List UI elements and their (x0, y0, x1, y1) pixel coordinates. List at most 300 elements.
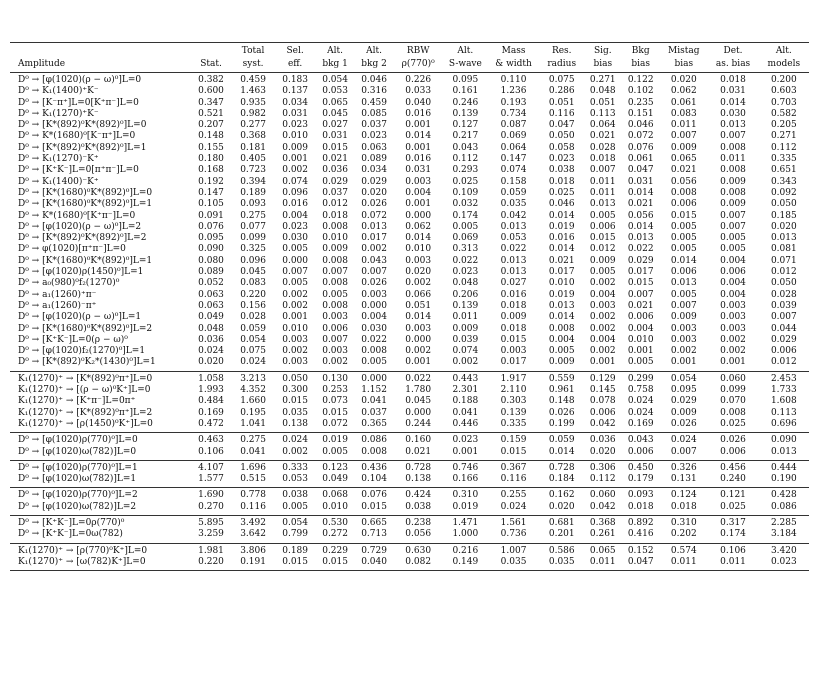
value-cell: 0.030 (361, 323, 387, 334)
value-cell: 0.083 (240, 278, 266, 289)
value-cell: 0.060 (720, 373, 746, 384)
value-cell: 0.368 (240, 131, 266, 142)
value-cell: 0.002 (589, 312, 616, 323)
table-row (10, 433, 809, 447)
value-cell: 0.603 (770, 86, 797, 97)
value-cell: 0.220 (198, 556, 224, 567)
table-row (10, 324, 809, 335)
row-group (10, 73, 809, 372)
value-cell: 0.017 (548, 267, 575, 278)
table-row (10, 120, 809, 131)
amplitude-cell: D⁰ → φ(1020)[π⁺π⁻]L=0 (18, 244, 126, 255)
value-cell: 0.009 (670, 142, 697, 153)
table-row (10, 460, 809, 474)
value-cell: 0.058 (548, 142, 575, 153)
value-cell: 0.051 (548, 97, 575, 108)
value-cell: 0.004 (720, 255, 746, 266)
value-cell: 0.005 (720, 233, 746, 244)
amplitude-cell: D⁰ → [φ(1020)f₂(1270)⁰]L=1 (18, 346, 146, 357)
value-cell: 0.023 (282, 120, 308, 131)
value-cell: 0.013 (770, 446, 797, 457)
value-cell: 0.110 (500, 75, 527, 85)
value-cell: 0.729 (361, 545, 387, 556)
value-cell: 1.577 (198, 474, 224, 485)
value-cell: 0.002 (405, 278, 432, 289)
value-cell: 0.050 (770, 278, 797, 289)
value-cell: 0.003 (720, 323, 746, 334)
value-cell: 0.045 (240, 267, 266, 278)
value-cell: 0.106 (198, 446, 224, 457)
value-cell: 0.075 (240, 346, 266, 357)
value-cell: 0.000 (361, 373, 387, 384)
value-cell: 0.160 (405, 435, 432, 446)
value-cell: 0.065 (670, 154, 697, 165)
value-cell: 0.681 (548, 517, 575, 528)
value-cell: 0.043 (452, 142, 479, 153)
value-cell: 0.007 (322, 267, 348, 278)
value-cell: 3.184 (770, 529, 797, 540)
value-cell: 0.220 (240, 289, 266, 300)
header-bkg-bias: Bkg bias (631, 46, 651, 69)
value-cell: 0.007 (670, 300, 697, 311)
value-cell: 0.015 (361, 501, 387, 512)
value-cell: 0.005 (670, 233, 697, 244)
value-cell: 0.008 (322, 221, 348, 232)
value-cell: 0.002 (720, 346, 746, 357)
value-cell: 0.892 (627, 517, 654, 528)
value-cell: 0.017 (627, 267, 654, 278)
value-cell: 0.123 (322, 462, 348, 473)
table-row (10, 515, 809, 529)
value-cell: 0.205 (770, 120, 797, 131)
value-cell: 0.002 (282, 446, 308, 457)
value-cell: 0.003 (361, 289, 387, 300)
table-row (10, 177, 809, 188)
value-cell: 0.018 (548, 176, 575, 187)
value-cell: 0.174 (720, 529, 746, 540)
value-cell: 0.059 (548, 435, 575, 446)
value-cell: 0.446 (452, 418, 479, 429)
value-cell: 3.259 (198, 529, 224, 540)
value-cell: 0.059 (240, 323, 266, 334)
value-cell: 0.316 (361, 86, 387, 97)
value-cell: 0.026 (361, 199, 387, 210)
value-cell: 0.007 (670, 446, 697, 457)
value-cell: 0.450 (627, 462, 654, 473)
value-cell: 0.026 (361, 278, 387, 289)
value-cell: 2.301 (452, 385, 479, 396)
value-cell: 1.152 (361, 385, 387, 396)
value-cell: 0.024 (627, 396, 654, 407)
amplitude-cell: D⁰ → [φ(1020)ω(782)]L=2 (18, 501, 137, 512)
value-cell: 0.075 (548, 75, 575, 85)
value-cell: 0.139 (452, 300, 479, 311)
value-cell: 0.035 (548, 556, 575, 567)
value-cell: 3.420 (770, 545, 797, 556)
value-cell: 0.180 (198, 154, 224, 165)
value-cell: 0.734 (500, 108, 527, 119)
value-cell: 0.271 (589, 75, 616, 85)
value-cell: 0.004 (627, 323, 654, 334)
value-cell: 0.023 (452, 435, 479, 446)
value-cell: 0.335 (500, 418, 527, 429)
value-cell: 0.014 (720, 97, 746, 108)
value-cell: 0.005 (670, 221, 697, 232)
value-cell: 0.183 (282, 75, 308, 85)
value-cell: 0.436 (361, 462, 387, 473)
value-cell: 0.001 (282, 154, 308, 165)
value-cell: 0.037 (322, 187, 348, 198)
value-cell: 0.271 (770, 131, 797, 142)
value-cell: 0.013 (670, 278, 697, 289)
table-row (10, 233, 809, 244)
value-cell: 0.017 (361, 233, 387, 244)
value-cell: 0.728 (548, 462, 575, 473)
value-cell: 0.042 (500, 210, 527, 221)
value-cell: 0.010 (282, 323, 308, 334)
value-cell: 0.000 (282, 255, 308, 266)
value-cell: 0.021 (405, 446, 432, 457)
value-cell: 0.121 (720, 490, 746, 501)
value-cell: 0.065 (589, 545, 616, 556)
value-cell: 0.009 (322, 244, 348, 255)
value-cell: 0.559 (548, 373, 575, 384)
value-cell: 0.093 (240, 199, 266, 210)
value-cell: 0.253 (322, 385, 348, 396)
value-cell: 0.313 (452, 244, 479, 255)
value-cell: 0.011 (720, 154, 746, 165)
value-cell: 0.013 (500, 255, 527, 266)
value-cell: 0.122 (627, 75, 654, 85)
value-cell: 0.080 (198, 255, 224, 266)
value-cell: 0.043 (627, 435, 654, 446)
value-cell: 0.061 (627, 154, 654, 165)
amplitude-cell: D⁰ → [φ(1020)ρ(1450)⁰]L=1 (18, 267, 144, 278)
value-cell: 0.024 (282, 435, 308, 446)
header-row (10, 43, 809, 73)
value-cell: 0.192 (198, 176, 224, 187)
value-cell: 0.048 (589, 86, 616, 97)
value-cell: 0.229 (322, 545, 348, 556)
value-cell: 0.011 (670, 556, 697, 567)
amplitude-cell: D⁰ → [K*(892)⁰K̄*(892)⁰]L=2 (18, 233, 147, 244)
amplitude-cell: K₁(1270)⁺ → [(ρ − ω)⁰K⁺]L=0 (18, 385, 151, 396)
value-cell: 0.002 (720, 334, 746, 345)
amplitude-cell: D⁰ → K₁(1400)⁺K⁻ (18, 86, 99, 97)
value-cell: 0.031 (322, 131, 348, 142)
value-cell: 2.110 (500, 385, 527, 396)
amplitude-cell: D⁰ → K̄*(1680)⁰[K⁺π⁻]L=0 (18, 210, 136, 221)
value-cell: 0.016 (405, 108, 432, 119)
value-cell: 0.099 (240, 233, 266, 244)
value-cell: 4.107 (198, 462, 224, 473)
value-cell: 0.428 (770, 490, 797, 501)
value-cell: 0.027 (322, 120, 348, 131)
value-cell: 0.003 (670, 323, 697, 334)
value-cell: 0.064 (589, 120, 616, 131)
value-cell: 0.034 (282, 97, 308, 108)
value-cell: 0.004 (548, 334, 575, 345)
value-cell: 0.006 (322, 323, 348, 334)
value-cell: 0.024 (500, 501, 527, 512)
value-cell: 0.003 (322, 346, 348, 357)
value-cell: 0.696 (770, 418, 797, 429)
table-row (10, 488, 809, 502)
systematic-uncertainty-table (10, 42, 809, 571)
value-cell: 0.124 (670, 490, 697, 501)
value-cell: 0.095 (198, 233, 224, 244)
value-cell: 0.022 (452, 255, 479, 266)
value-cell: 0.006 (670, 199, 697, 210)
header-alt-s-wave: Alt. S-wave (448, 46, 482, 69)
value-cell: 0.270 (198, 501, 224, 512)
value-cell: 0.024 (627, 407, 654, 418)
value-cell: 0.063 (198, 289, 224, 300)
value-cell: 0.004 (589, 289, 616, 300)
value-cell: 0.006 (670, 267, 697, 278)
value-cell: 0.012 (322, 199, 348, 210)
value-cell: 0.004 (589, 334, 616, 345)
value-cell: 0.137 (282, 86, 308, 97)
value-cell: 0.020 (548, 501, 575, 512)
value-cell: 0.049 (198, 312, 224, 323)
value-cell: 0.016 (500, 289, 527, 300)
value-cell: 0.004 (720, 278, 746, 289)
value-cell: 0.019 (548, 289, 575, 300)
value-cell: 0.022 (627, 244, 654, 255)
value-cell: 0.040 (361, 556, 387, 567)
value-cell: 0.045 (322, 108, 348, 119)
value-cell: 0.036 (589, 435, 616, 446)
value-cell: 1.471 (452, 517, 479, 528)
table-row (10, 357, 809, 371)
amplitude-cell: K₁(1270)⁺ → [K*(892)⁰π⁺]L=0 (18, 373, 153, 384)
value-cell: 0.515 (240, 474, 266, 485)
value-cell: 0.014 (548, 210, 575, 221)
value-cell: 0.019 (452, 501, 479, 512)
value-cell: 0.277 (240, 120, 266, 131)
value-cell: 0.151 (627, 108, 654, 119)
value-cell: 0.076 (627, 142, 654, 153)
value-cell: 0.013 (500, 267, 527, 278)
value-cell: 0.095 (452, 75, 479, 85)
value-cell: 0.065 (322, 97, 348, 108)
amplitude-cell: D⁰ → [K*(892)⁰K̄₂*(1430)⁰]L=1 (18, 357, 156, 368)
value-cell: 0.074 (452, 346, 479, 357)
value-cell: 0.068 (322, 490, 348, 501)
value-cell: 0.003 (282, 357, 308, 368)
value-cell: 1.561 (500, 517, 527, 528)
value-cell: 1.690 (198, 490, 224, 501)
value-cell: 0.009 (720, 176, 746, 187)
value-cell: 0.006 (770, 346, 797, 357)
value-cell: 0.130 (322, 373, 348, 384)
value-cell: 0.011 (720, 556, 746, 567)
value-cell: 0.071 (770, 255, 797, 266)
value-cell: 0.003 (405, 176, 432, 187)
value-cell: 0.016 (282, 199, 308, 210)
value-cell: 0.081 (770, 244, 797, 255)
value-cell: 0.002 (282, 165, 308, 176)
value-cell: 0.405 (240, 154, 266, 165)
value-cell: 0.159 (500, 435, 527, 446)
value-cell: 0.082 (405, 556, 432, 567)
value-cell: 0.029 (322, 176, 348, 187)
value-cell: 0.156 (240, 300, 266, 311)
value-cell: 0.035 (500, 199, 527, 210)
value-cell: 0.073 (322, 396, 348, 407)
value-cell: 0.028 (589, 142, 616, 153)
value-cell: 2.453 (770, 373, 797, 384)
value-cell: 0.472 (198, 418, 224, 429)
value-cell: 0.021 (670, 165, 697, 176)
value-cell: 0.116 (240, 501, 266, 512)
amplitude-cell: D⁰ → [K*(892)⁰K̄*(892)⁰]L=1 (18, 142, 147, 153)
value-cell: 0.007 (720, 210, 746, 221)
value-cell: 0.089 (198, 267, 224, 278)
value-cell: 0.010 (322, 233, 348, 244)
value-cell: 0.001 (589, 357, 616, 368)
table-row (10, 312, 809, 323)
value-cell: 0.162 (548, 490, 575, 501)
table-row (10, 154, 809, 165)
value-cell: 0.728 (405, 462, 432, 473)
amplitude-cell: D⁰ → a₁(1260)⁺π⁻ (18, 289, 97, 300)
value-cell: 0.083 (670, 108, 697, 119)
value-cell: 0.013 (500, 221, 527, 232)
value-cell: 0.168 (198, 165, 224, 176)
value-cell: 1.917 (500, 373, 527, 384)
value-cell: 0.365 (361, 418, 387, 429)
value-cell: 0.007 (770, 312, 797, 323)
value-cell: 0.048 (452, 278, 479, 289)
value-cell: 0.127 (452, 120, 479, 131)
value-cell: 0.010 (405, 244, 432, 255)
value-cell: 0.368 (589, 517, 616, 528)
value-cell: 0.051 (405, 300, 432, 311)
value-cell: 0.003 (670, 334, 697, 345)
value-cell: 0.261 (589, 529, 616, 540)
value-cell: 0.023 (452, 267, 479, 278)
value-cell: 0.005 (322, 446, 348, 457)
value-cell: 0.174 (452, 210, 479, 221)
value-cell: 0.014 (405, 131, 432, 142)
amplitude-cell: D⁰ → [K⁺K⁻]L=0ω(782) (18, 529, 123, 540)
value-cell: 0.018 (500, 300, 527, 311)
value-cell: 0.367 (500, 462, 527, 473)
value-cell: 0.293 (452, 165, 479, 176)
table-row (10, 199, 809, 210)
value-cell: 0.047 (627, 165, 654, 176)
value-cell: 0.039 (770, 300, 797, 311)
value-cell: 0.275 (240, 435, 266, 446)
value-cell: 0.021 (627, 300, 654, 311)
value-cell: 0.090 (770, 435, 797, 446)
value-cell: 0.022 (361, 334, 387, 345)
value-cell: 0.039 (452, 334, 479, 345)
value-cell: 0.102 (627, 86, 654, 97)
value-cell: 0.020 (361, 187, 387, 198)
value-cell: 0.275 (240, 210, 266, 221)
value-cell: 0.034 (361, 165, 387, 176)
value-cell: 0.062 (670, 86, 697, 97)
value-cell: 0.001 (282, 312, 308, 323)
value-cell: 0.002 (589, 346, 616, 357)
table-row (10, 244, 809, 255)
value-cell: 0.009 (720, 199, 746, 210)
value-cell: 0.053 (322, 86, 348, 97)
value-cell: 0.069 (500, 131, 527, 142)
value-cell: 0.046 (548, 199, 575, 210)
value-cell: 4.352 (240, 385, 266, 396)
table-row (10, 408, 809, 419)
value-cell: 0.238 (405, 517, 432, 528)
value-cell: 0.007 (322, 334, 348, 345)
value-cell: 0.003 (589, 300, 616, 311)
value-cell: 0.630 (405, 545, 432, 556)
table-row (10, 211, 809, 222)
value-cell: 0.031 (405, 165, 432, 176)
value-cell: 0.093 (627, 490, 654, 501)
value-cell: 0.029 (627, 255, 654, 266)
value-cell: 0.072 (627, 131, 654, 142)
value-cell: 0.193 (500, 97, 527, 108)
value-cell: 0.074 (500, 165, 527, 176)
value-cell: 0.030 (282, 233, 308, 244)
value-cell: 0.007 (720, 221, 746, 232)
value-cell: 0.070 (720, 396, 746, 407)
value-cell: 0.025 (720, 501, 746, 512)
uncertainty-table-container (10, 42, 809, 571)
value-cell: 0.240 (720, 474, 746, 485)
value-cell: 0.746 (452, 462, 479, 473)
value-cell: 0.020 (770, 221, 797, 232)
value-cell: 1.780 (405, 385, 432, 396)
value-cell: 0.000 (405, 407, 432, 418)
value-cell: 0.015 (500, 446, 527, 457)
value-cell: 0.008 (322, 255, 348, 266)
value-cell: 0.096 (282, 187, 308, 198)
value-cell: 0.028 (240, 312, 266, 323)
value-cell: 0.064 (500, 142, 527, 153)
value-cell: 0.112 (452, 154, 479, 165)
value-cell: 0.306 (589, 462, 616, 473)
value-cell: 0.015 (322, 142, 348, 153)
value-cell: 0.181 (240, 142, 266, 153)
value-cell: 0.014 (627, 187, 654, 198)
table-row (10, 543, 809, 557)
value-cell: 0.002 (405, 346, 432, 357)
value-cell: 0.005 (282, 244, 308, 255)
value-cell: 0.014 (548, 446, 575, 457)
value-cell: 0.106 (720, 545, 746, 556)
value-cell: 0.003 (720, 312, 746, 323)
value-cell: 0.086 (770, 501, 797, 512)
table-row (10, 165, 809, 176)
value-cell: 0.008 (322, 300, 348, 311)
value-cell: 0.040 (405, 97, 432, 108)
value-cell: 0.018 (500, 323, 527, 334)
value-cell: 0.029 (361, 176, 387, 187)
value-cell: 0.005 (452, 221, 479, 232)
value-cell: 0.050 (548, 131, 575, 142)
value-cell: 5.895 (198, 517, 224, 528)
amplitude-cell: D⁰ → K₁(1400)⁻K⁺ (18, 176, 99, 187)
value-cell: 0.014 (627, 221, 654, 232)
value-cell: 0.246 (452, 97, 479, 108)
value-cell: 0.018 (720, 75, 746, 85)
value-cell: 0.586 (548, 545, 575, 556)
